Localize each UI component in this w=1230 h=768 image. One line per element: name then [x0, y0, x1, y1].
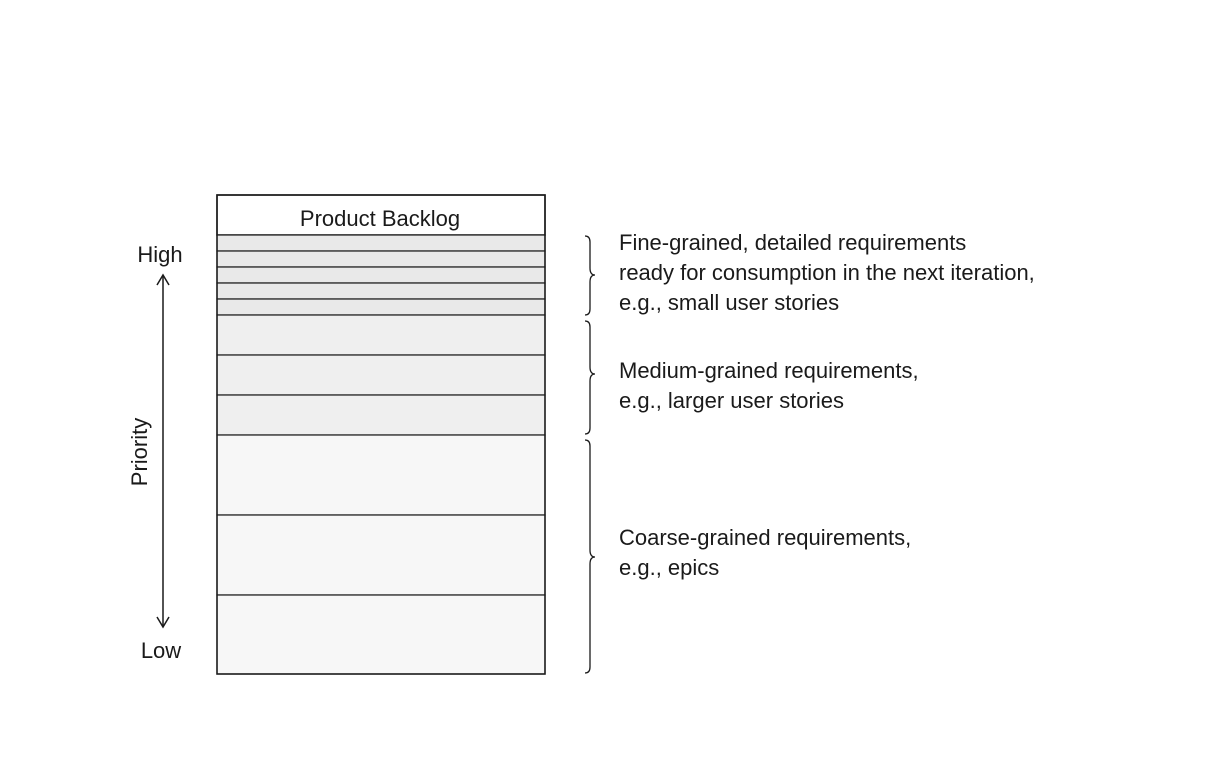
fine-description-line: ready for consumption in the next iteration,: [619, 260, 1035, 285]
coarse-description-line: Coarse-grained requirements,: [619, 525, 912, 550]
backlog-item-fine-3: [217, 267, 545, 283]
backlog-item-fine-4: [217, 283, 545, 299]
coarse-description-line: e.g., epics: [619, 555, 720, 580]
coarse-brace-icon: [585, 440, 595, 673]
backlog-item-fine-2: [217, 251, 545, 267]
medium-brace-icon: [585, 321, 595, 434]
medium-grained-items: [217, 315, 545, 435]
medium-grained-description: [619, 356, 919, 416]
backlog-title: Product Backlog: [299, 206, 461, 231]
backlog-item-medium-3: [217, 395, 545, 435]
backlog-item-medium-2: [217, 355, 545, 395]
fine-grained-items: [217, 235, 545, 315]
priority-axis-label: Priority: [127, 417, 152, 487]
medium-description-line: e.g., larger user stories: [619, 388, 844, 413]
fine-brace-icon: [585, 236, 595, 315]
medium-description-line: Medium-grained requirements,: [619, 358, 919, 383]
backlog-item-coarse-1: [217, 435, 545, 515]
fine-description-line: Fine-grained, detailed requirements: [619, 230, 967, 255]
backlog-item-coarse-3: [217, 595, 545, 674]
fine-description-line: e.g., small user stories: [619, 290, 840, 315]
priority-low-label: Low: [140, 638, 182, 663]
coarse-grained-description: [619, 523, 911, 583]
coarse-grained-items: [217, 435, 545, 674]
backlog-item-coarse-2: [217, 515, 545, 595]
backlog-item-medium-1: [217, 315, 545, 355]
priority-high-label: High: [137, 242, 183, 267]
fine-grained-description: [619, 228, 1035, 318]
backlog-item-fine-5: [217, 299, 545, 315]
backlog-item-fine-1: [217, 235, 545, 251]
